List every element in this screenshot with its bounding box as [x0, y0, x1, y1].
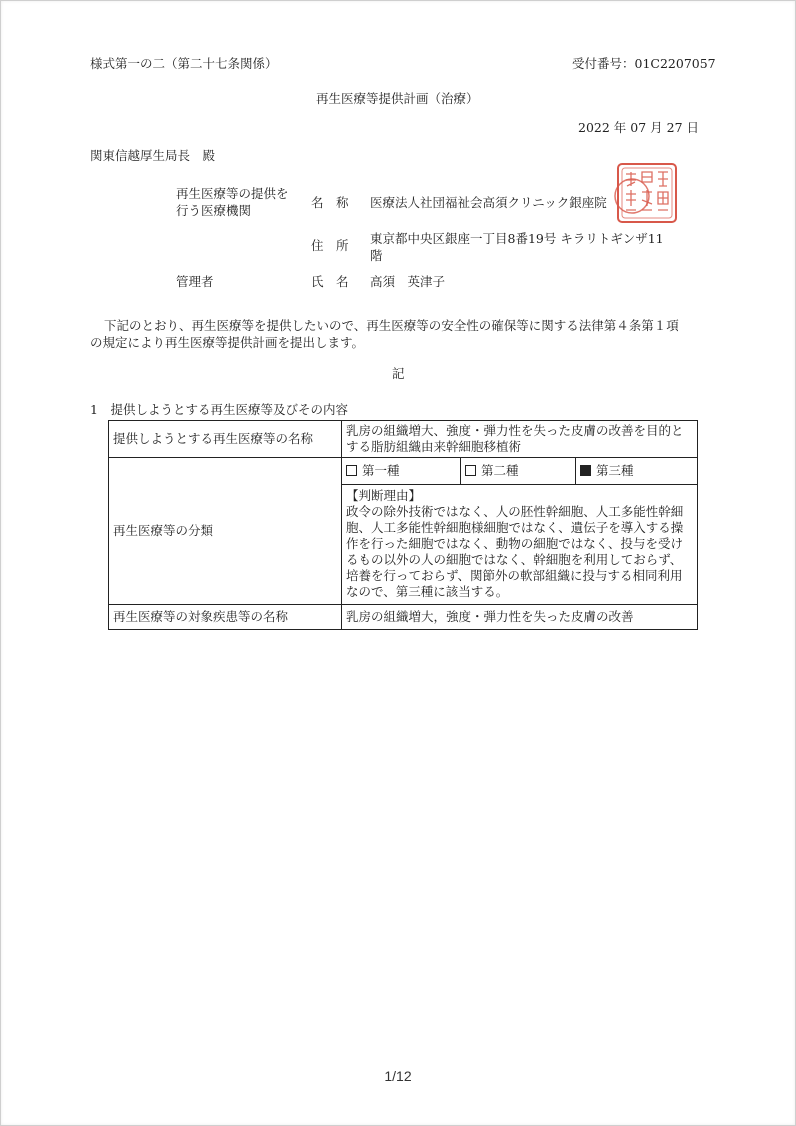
class-option-1: 第一種: [342, 458, 461, 485]
intro-text-line-1: 下記のとおり、再生医療等を提供したいので、再生医療等の安全性の確保等に関する法律第４条第１項: [104, 318, 679, 333]
intro-text-line-2: の規定により再生医療等提供計画を提出します。: [90, 335, 365, 350]
receipt-number: 受付番号：01C2207057: [572, 56, 716, 71]
reason-heading: 【判断理由】: [346, 488, 422, 503]
checkbox-checked-icon: [580, 465, 591, 476]
seal-stamp: [612, 160, 682, 228]
row-label-classification: 再生医療等の分類: [109, 458, 342, 605]
regenerative-medicine-table: [108, 420, 698, 630]
page-number: 1/12: [384, 1068, 412, 1084]
institution-name: 医療法人社団福祉会高須クリニック銀座院: [370, 195, 607, 210]
form-label: 様式第一の二（第二十七条関係）: [90, 56, 278, 71]
class-option-3: 第三種: [576, 458, 698, 485]
document-date: 2022 年 07 月 27 日: [578, 120, 699, 135]
address-label: 住 所: [311, 238, 349, 253]
row-value-target-disease: 乳房の組織増大，強度・弾力性を失った皮膚の改善: [342, 605, 698, 630]
name-label: 名 称: [311, 195, 349, 210]
row-label-name: 提供しようとする再生医療等の名称: [109, 421, 342, 458]
classification-reason: 【判断理由】 政令の除外技術ではなく、人の胚性幹細胞、人工多能性幹細 胞、人工多能性幹細胞様細胞ではなく、遺伝子を導入する操 作を行った細胞ではなく、動物の細胞ではなく、投与を受け るもの以外の人の細胞ではなく、幹細胞を利用しておらず、 培養を行っておらず、関節外の軟部組織に投与する相同利用 なので、第三種に該当する。: [342, 485, 698, 605]
table-row: [109, 458, 698, 485]
class-option-2: 第二種: [461, 458, 576, 485]
row-value-name: 乳房の組織増大、強度・弾力性を失った皮膚の改善を目的と する脂肪組織由来幹細胞移植術: [342, 421, 698, 458]
checkbox-unchecked-icon: [465, 465, 476, 476]
checkbox-unchecked-icon: [346, 465, 357, 476]
administrator-name-label: 氏 名: [311, 274, 349, 289]
table-row: [109, 605, 698, 630]
section-1-heading: 1 提供しようとする再生医療等及びその内容: [90, 402, 348, 417]
ki-heading: 記: [392, 366, 405, 381]
institution-address-1: 東京都中央区銀座一丁目8番19号 キラリトギンザ11: [370, 231, 664, 246]
institution-address-2: 階: [370, 248, 383, 263]
administrator-section-label: 管理者: [176, 274, 214, 289]
table-row: [109, 421, 698, 458]
document-title: 再生医療等提供計画（治療）: [316, 91, 479, 106]
addressee: 関東信越厚生局長 殿: [90, 148, 216, 163]
row-label-target-disease: 再生医療等の対象疾患等の名称: [109, 605, 342, 630]
institution-section-label-1: 再生医療等の提供を: [176, 186, 289, 201]
institution-section-label-2: 行う医療機関: [176, 203, 252, 218]
administrator-name: 高須 英津子: [370, 274, 446, 289]
